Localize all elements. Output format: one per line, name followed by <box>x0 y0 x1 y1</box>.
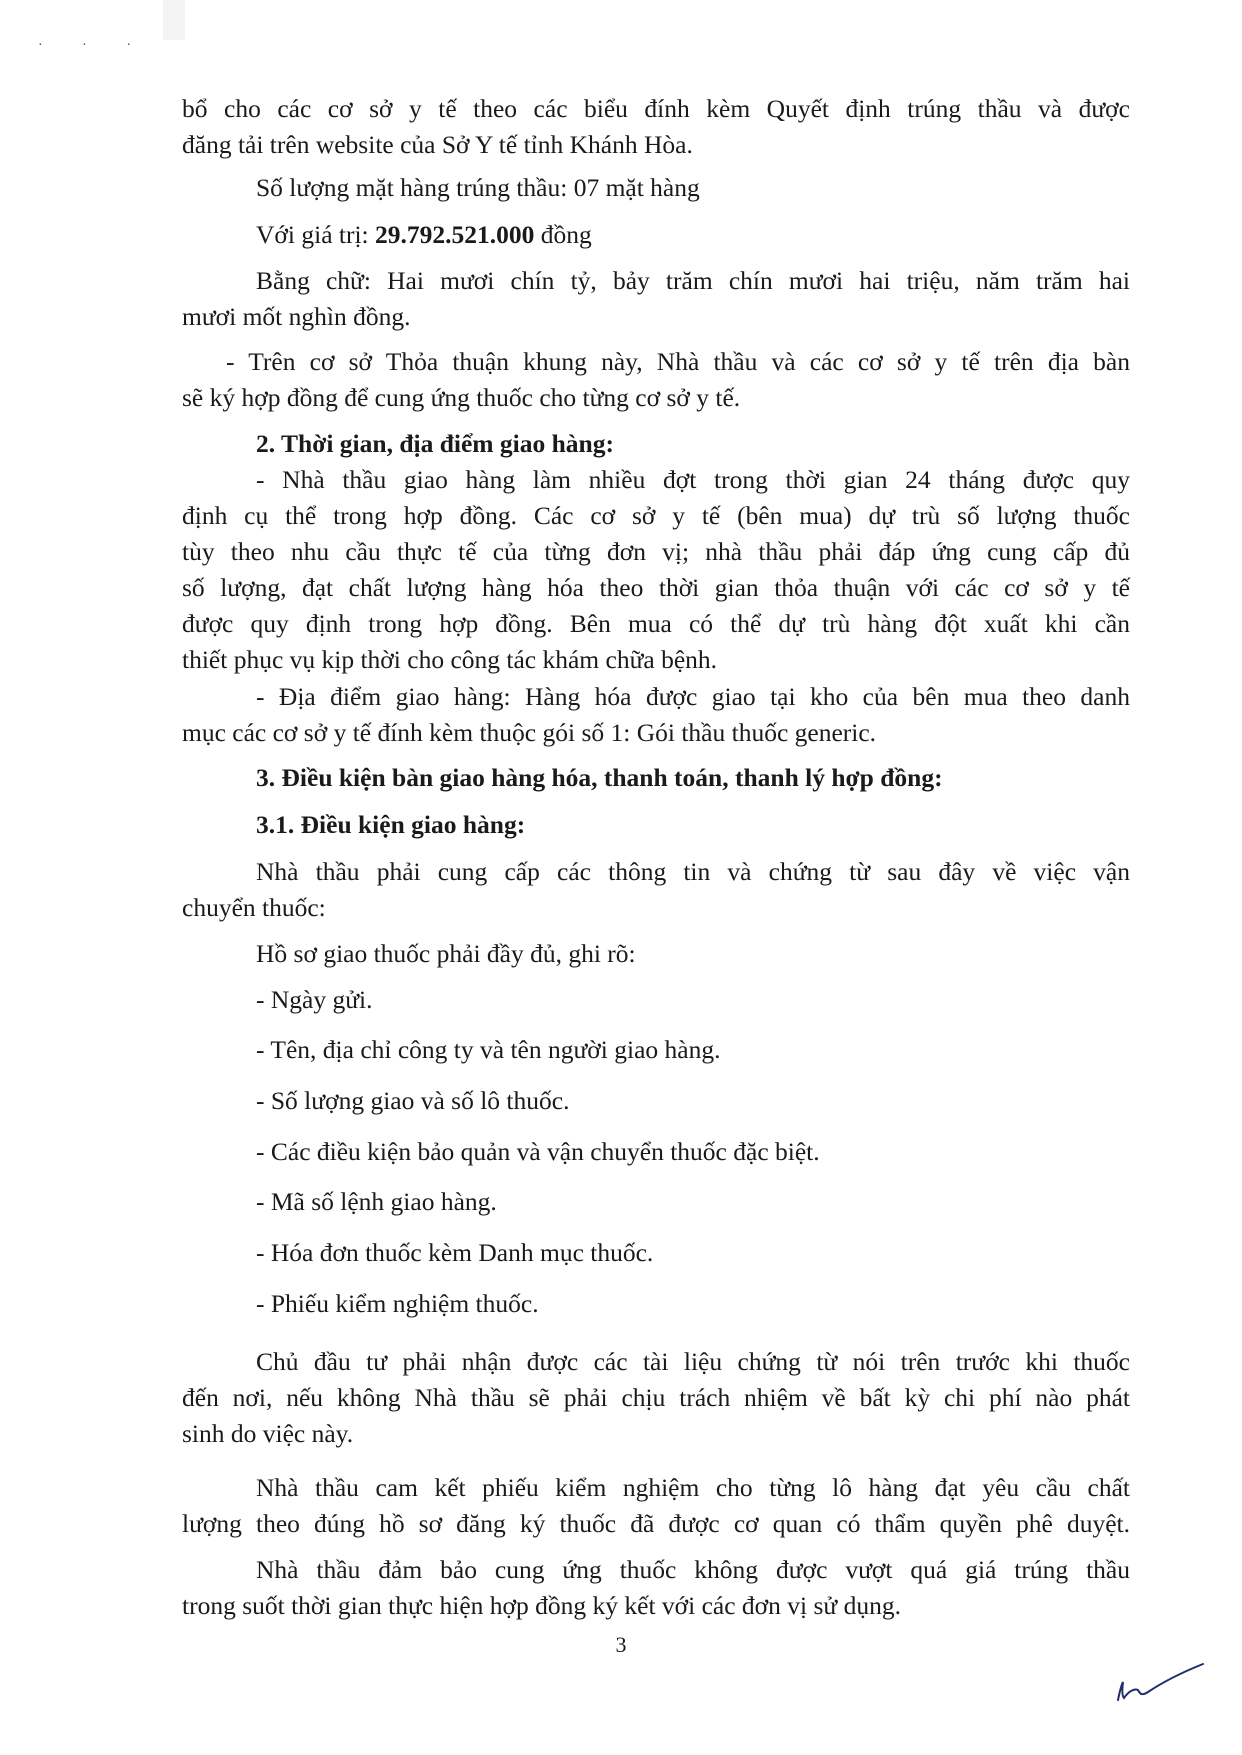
delivery-line-2: định cụ thể trong hợp đồng. Các cơ sở y tế (bên mua) dự trù số lượng thuốc <box>182 501 1130 530</box>
heading-delivery-time: 2. Thời gian, địa điểm giao hàng: <box>256 429 614 458</box>
value-line <box>256 220 592 250</box>
delivery-line-1: - Nhà thầu giao hàng làm nhiều đợt trong thời gian 24 tháng được quy <box>256 465 1130 494</box>
list-item-test-report: - Phiếu kiểm nghiệm thuốc. <box>256 1289 539 1318</box>
docs-intro-line-2: chuyển thuốc: <box>182 893 326 922</box>
location-line-2: mục các cơ sở y tế đính kèm thuộc gói số 1: Gói thầu thuốc generic. <box>182 718 877 747</box>
body-line-2: đăng tải trên website của Sở Y tế tỉnh Khánh Hòa. <box>182 130 693 159</box>
delivery-line-3: tùy theo nhu cầu thực tế của từng đơn vị; nhà thầu phải đáp ứng cung cấp đủ <box>182 537 1130 566</box>
list-item-company: - Tên, địa chỉ công ty và tên người giao hàng. <box>256 1035 721 1064</box>
page-number: 3 <box>615 1632 627 1657</box>
guarantee-line-2: trong suốt thời gian thực hiện hợp đồng ký kết với các đơn vị sử dụng. <box>182 1591 901 1620</box>
value-amount: 29.792.521.000 <box>375 220 535 249</box>
delivery-line-4: số lượng, đạt chất lượng hàng hóa theo thời gian thỏa thuận với các cơ sở y tế <box>182 573 1130 602</box>
commit-line-2: lượng theo đúng hồ sơ đăng ký thuốc đã được cơ quan có thẩm quyền phê duyệt. <box>182 1509 1130 1538</box>
heading-delivery-conditions: 3.1. Điều kiện giao hàng: <box>256 810 526 839</box>
delivery-line-6: thiết phục vụ kịp thời cho công tác khám chữa bệnh. <box>182 645 718 674</box>
framework-line-2: sẽ ký hợp đồng để cung ứng thuốc cho từng cơ sở y tế. <box>182 383 741 412</box>
investor-line-2: đến nơi, nếu không Nhà thầu sẽ phải chịu trách nhiệm về bất kỳ chi phí nào phát <box>182 1383 1130 1412</box>
framework-line-1: - Trên cơ sở Thỏa thuận khung này, Nhà thầu và các cơ sở y tế trên địa bàn <box>226 347 1130 376</box>
docs-required-line: Hồ sơ giao thuốc phải đầy đủ, ghi rõ: <box>256 939 636 968</box>
scan-binding-mark <box>163 0 185 40</box>
body-line-1: bổ cho các cơ sở y tế theo các biểu đính kèm Quyết định trúng thầu và được <box>182 94 1130 123</box>
list-item-quantity: - Số lượng giao và số lô thuốc. <box>256 1086 570 1115</box>
list-item-invoice: - Hóa đơn thuốc kèm Danh mục thuốc. <box>256 1238 654 1267</box>
delivery-line-5: được quy định trong hợp đồng. Bên mua có thể dự trù hàng đột xuất khi cần <box>182 609 1130 638</box>
amount-in-words-line-2: mươi mốt nghìn đồng. <box>182 302 411 331</box>
value-prefix: Với giá trị: <box>256 220 376 249</box>
value-suffix: đồng <box>534 220 592 249</box>
heading-conditions: 3. Điều kiện bàn giao hàng hóa, thanh toán, thanh lý hợp đồng: <box>256 763 943 792</box>
investor-line-1: Chủ đầu tư phải nhận được các tài liệu chứng từ nói trên trước khi thuốc <box>256 1347 1130 1376</box>
list-item-send-date: - Ngày gửi. <box>256 985 373 1014</box>
handwritten-initial-icon <box>1108 1652 1208 1712</box>
guarantee-line-1: Nhà thầu đảm bảo cung ứng thuốc không được vượt quá giá trúng thầu <box>256 1555 1130 1584</box>
corner-dots: · · · <box>38 38 149 53</box>
docs-intro-line-1: Nhà thầu phải cung cấp các thông tin và chứng từ sau đây về việc vận <box>256 857 1130 886</box>
item-count-line: Số lượng mặt hàng trúng thầu: 07 mặt hàng <box>256 173 700 202</box>
investor-line-3: sinh do việc này. <box>182 1419 354 1448</box>
location-line-1: - Địa điểm giao hàng: Hàng hóa được giao tại kho của bên mua theo danh <box>256 682 1130 711</box>
amount-in-words-line-1: Bằng chữ: Hai mươi chín tỷ, bảy trăm chín mươi hai triệu, năm trăm hai <box>256 266 1130 295</box>
list-item-storage: - Các điều kiện bảo quản và vận chuyển thuốc đặc biệt. <box>256 1137 820 1166</box>
list-item-order-code: - Mã số lệnh giao hàng. <box>256 1187 497 1216</box>
commit-line-1: Nhà thầu cam kết phiếu kiểm nghiệm cho từng lô hàng đạt yêu cầu chất <box>256 1473 1130 1502</box>
